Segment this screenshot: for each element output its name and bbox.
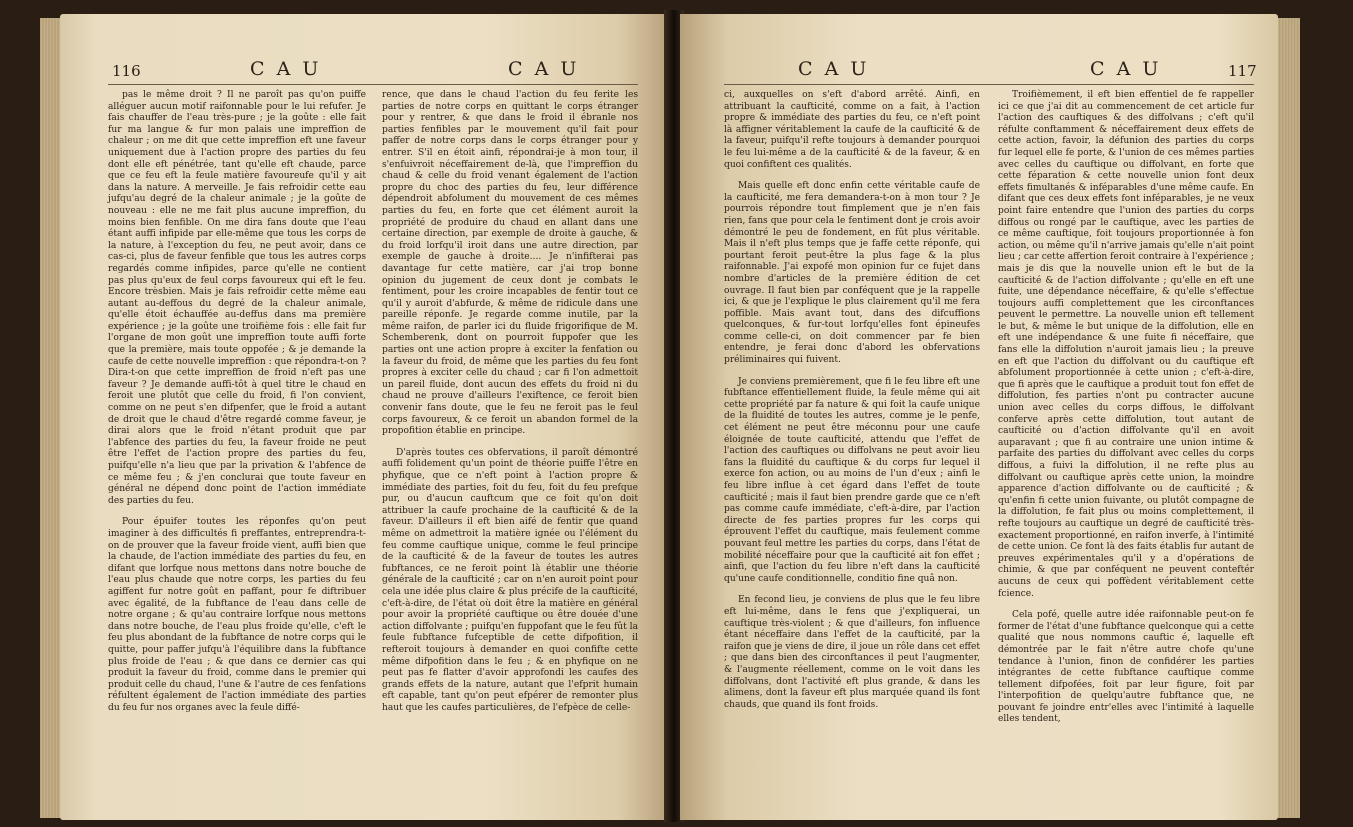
paragraph: En fecond lieu, je conviens de plus que le feu libre eft lui-même, dans le fens que j'expliquerai, un cauftique très-violent ; & que d'ailleurs, fon influence étant néceffaire dans l'effet de la caufticité, par la raifon que je viens de dire, il joue un rôle dans cet effet ; que dans bien des circonftances il peut l'augmenter, & l'augmente réellement, comme on le voit dans les diffolvans, dont l'activité eft plus grande, & dans les alimens, dont la faveur eft plus marquée quand ils font chauds, que quand ils font froids.: [724, 595, 980, 710]
left-page: [60, 14, 667, 820]
left-header-left: C A U: [250, 58, 322, 80]
paragraph: ci, auxquelles on s'eft d'abord arrêté. Ainfi, en attribuant la caufticité, comme on a fait, à l'action propre & immédiate des parties du feu, ce n'eft point là affigner véritablement la caufe de la caufticité & de la faveur, puifqu'il refte toujours à demander pourquoi le feu lui-même a de la caufticité & de la faveur, & en quoi confiftent ces qualités.: [724, 90, 980, 170]
right-header-right: C A U: [1090, 58, 1162, 80]
paragraph: Pour épuifer toutes les réponfes qu'on peut imaginer à des difficultés fi preffantes, entreprendra-t-on de prouver que la faveur froide vient, auffi bien que la chaude, de l'action immédiate des parties du feu, en difant que lorfque nous mettons dans notre bouche de l'eau plus chaude que notre corps, les parties du feu agiffent fur notre goût en paffant, pour fe diftribuer avec égalité, de la fubftance de l'eau dans celle de notre organe ; & qu'au contraire lorfque nous mettons dans notre bouche, de l'eau plus froide qu'elle, c'eft le feu plus abondant de la fubftance de notre corps qui le quitte, pour paffer jufqu'à l'équilibre dans la fubftance plus froide de l'eau ; & que dans ce dernier cas qui produit la faveur du froid, comme dans le premier qui produit celle du chaud, l'une & l'autre de ces fenfations réfultent également de l'action immédiate des parties du feu fur nos organes avec la feule diffé-: [108, 517, 366, 713]
paragraph: Je conviens premièrement, que fi le feu libre eft une fubftance effentiellement fluide, la feule même qui ait cette propriété par fa nature & qui foit la caufe unique de la fluidité de toutes les autres, comme je le penfe, cet élément ne peut être méconnu pour une caufe éloignée de toute caufticité, attendu que l'effet de l'action des cauftiques ou diffolvans ne peut avoir lieu fans la fluidité du cauftique & du corps fur lequel il exerce fon action, ou au moins de l'un d'eux ; ainfi le feu libre influe à cet égard dans l'effet de toute caufticité ; mais il faut bien prendre garde que ce n'eft pas comme caufe immédiate, c'eft-à-dire, par l'action directe de fes parties propres fur les corps qui éprouvent l'effet du cauftique, mais feulement comme pouvant feul mettre les parties du corps, dans l'état de mobilité néceffaire pour que la caufticité ait fon effet ; ainfi, que l'action du feu libre n'eft dans la caufticité qu'une caufe conditionnelle, conditio fine quâ non.: [724, 376, 980, 584]
paragraph: pas le même droit ? Il ne paroît pas qu'on puiffe alléguer aucun motif raifonnable pour le lui refufer. Je fais chauffer de l'eau très-pure ; je la goûte : elle fait fur ma langue & fur mon palais une impreffion de chaleur ; on me dit que cette impreffion eft une faveur uniquement due à l'action propre des parties du feu dont elle eft pénétrée, tant qu'elle eft chaude, parce que ce feu eft la feule matière favoureufe qu'il y ait dans la nature. A merveille. Je fais refroidir cette eau jufqu'au degré de la chaleur animale ; je la goûte de nouveau : elle ne me fait plus aucune impreffion, du moins bien fenfible. On me dira fans doute que l'eau étant auffi infipide par elle-même que tous les corps de la nature, à l'exception du feu, ne peut avoir, dans ce cas-ci, plus de faveur fenfible que tous les autres corps regardés comme infipides, parce qu'elle ne contient pas plus qu'eux de feul corps favoureux qui eft le feu. Encore trèsbien. Mais je fais refroidir cette même eau autant au-deffous du degré de la chaleur animale, qu'elle étoit échauffée au-deffus dans ma première expérience ; je la goûte une troifième fois : elle fait fur l'organe de mon goût une impreffion toute auffi forte que la première, mais toute oppofée ; & je demande la caufe de cette nouvelle impreffion : que répondra-t-on ? Dira-t-on que cette impreffion de froid n'eft pas une faveur ? Je demande auffi-tôt à quel titre le chaud en feroit une plutôt que celle du froid, fi l'on convient, comme on ne peut s'en difpenfer, que le froid a autant de droit que le chaud d'être regardé comme faveur, je dirai alors que le froid n'étant produit que par l'abfence des parties du feu, la faveur froide ne peut être l'effet de l'action propre des parties du feu, puifqu'elle n'a lieu que par la privation & l'abfence de ce même feu ; & j'en conclurai que toute faveur en général ne dépend donc point de l'action immédiate des parties du feu.: [108, 90, 366, 506]
right-header-rule: [724, 84, 1254, 85]
paragraph: D'après toutes ces obfervations, il paroît démontré auffi folidement qu'un point de théorie puiffe l'être en phyfique, que ce n'eft point à l'action propre & immédiate des parties, foit du feu, foit du feu prefque pur, ou d'aucun cauftcum que ce foit qu'on doit attribuer la caufe prochaine de la caufticité & de la faveur. D'ailleurs il eft bien aifé de fentir que quand même on admettroit la matière ignée ou l'élément du feu comme cauftique unique, comme le feul principe de la caufticité & de la faveur de toutes les autres fubftances, ce ne feroit point là établir une théorie générale de la caufticité ; car on n'en auroit point pour cela une idée plus claire & plus précife de la caufticité, c'eft-à-dire, de l'état où doit être la matière en général pour avoir la propriété cauftique ou être douée d'une action diffolvante ; puifqu'en fuppofant que le feu fût la feule fubftance fufceptible de cette difpofition, il refteroit toujours à demander en quoi confifte cette même difpofition dans le feu ; & en phyfique on ne peut pas fe flatter d'avoir approfondi les caufes des grands effets de la nature, autant que l'efprit humain eft capable, tant qu'on peut efpérer de remonter plus haut que les caufes particulières, de l'efpèce de celle-: [382, 447, 638, 713]
page-edges-left: [40, 18, 60, 818]
right-column-2: [998, 90, 1254, 726]
right-page-number: 117: [1228, 62, 1257, 80]
left-column-1: [108, 90, 366, 714]
paragraph: Cela pofé, quelle autre idée raifonnable peut-on fe former de l'état d'une fubftance quelconque qui a cette qualité que nous nommons cauftic é, laquelle eft démontrée par le fait n'être autre chofe qu'une tendance à l'union, finon de confidérer les parties intégrantes de cette fubftance cauftique comme tellement difpofées, foit par leur figure, foit par l'interpofition de quelqu'autre fubftance que, ne pouvant fe joindre entr'elles avec l'intimité à laquelle elles tendent,: [998, 610, 1254, 725]
paragraph: Troifièmement, il eft bien effentiel de fe rappeller ici ce que j'ai dit au commencement de cet article fur l'action des cauftiques & des diffolvans ; c'eft qu'il réfulte conftamment & néceffairement deux effets de cette action, favoir, la défunion des parties du corps fur lequel elle fe porte, & l'union de ces mêmes parties avec celles du cauftique ou diffolvant, en forte que cette féparation & cette nouvelle union font deux effets fimultanés & inféparables d'une même caufe. En difant que ces deux effets font inféparables, je ne veux point faire entendre que l'union des parties du corps diffous ou rongé par le cauftique, avec les parties de ce même cauftique, foit toujours proportionnée à fon action, ou même qu'il n'arrive jamais qu'elle n'ait point lieu ; car cette affertion feroit contraire à l'expérience ; mais je dis que la nouvelle union eft le but de la caufticité & de l'action diffolvante ; qu'elle en eft une fuite, une dépendance néceffaire, & qu'elle s'effectue toujours auffi complettement que les circonftances peuvent le permettre. La nouvelle union eft tellement le but, & même le but unique de la diffolution, elle en eft une indépendance & une fuite fi néceffaire, que fans elle la diffolution n'auroit jamais lieu ; la preuve en eft que l'action du diffolvant ou du cauftique eft abfolument proportionnée à cette union ; c'eft-à-dire, que fi après que le cauftique a produit tout fon effet de diffolution, fes parties n'ont pu contracter aucune union avec celles du corps diffous, le diffolvant conferve après cette diffolution, tout autant de caufticité ou d'action diffolvante qu'il en avoit auparavant ; que fi au contraire une union intime & parfaite des parties du diffolvant avec celles du corps diffous, a fuivi la diffolution, il ne refte plus au diffolvant ou cauftique après cette union, la moindre apparence d'action diffolvante ou de caufticité ; & qu'enfin fi cette union fuivante, ou plutôt compagne de la diffolution, fe fait plus ou moins complettement, il refte toujours au cauftique un degré de caufticité très-exactement proportionné, en raifon inverfe, à l'intimité de cette union. Ce font là des faits établis fur autant de preuves expérimentales qu'il y a d'opérations de chimie, & que par conféquent ne peuvent conteftér aucuns de ceux qui poffèdent véritablement cette fcience.: [998, 90, 1254, 599]
left-page-number: 116: [112, 62, 141, 80]
left-header-right: C A U: [508, 58, 580, 80]
page-edges-right: [1278, 18, 1300, 818]
paragraph: Mais quelle eft donc enfin cette véritable caufe de la caufticité, me fera demandera-t-on à mon tour ? Je pourrois répondre tout fimplement que je n'en fais rien, fans que pour cela le fentiment dont je crois avoir démontré le peu de fondement, en fût plus véritable. Mais il n'eft plus temps que je faffe cette réponfe, qui pourtant feroit peut-être la plus fage & la plus raifonnable. J'ai expofé mon opinion fur ce fujet dans nombre d'articles de la première édition de cet ouvrage. Il faut bien par conféquent que je la rappelle ici, & que je l'explique le plus clairement qu'il me fera poffible. Mais avant tout, dans des difcuffions quelconques, & fur-tout lorfqu'elles font épineufes comme celle-ci, on doit commencer par fe bien entendre, je ferai donc d'abord les obfervations préliminaires qui fuivent.: [724, 181, 980, 366]
left-header-rule: [108, 84, 638, 85]
right-header-left: C A U: [798, 58, 870, 80]
right-page: [680, 14, 1278, 820]
paragraph: rence, que dans le chaud l'action du feu ferite les parties de notre corps en quittant le corps étranger pour y rentrer, & que dans le froid il ébranle nos parties fenfibles par le mouvement qu'il fait pour paffer de notre corps dans le corps étranger pour y entrer. S'il en étoit ainfi, répondrai-je à mon tour, il s'enfuivroit néceffairement de-là, que l'impreffion du chaud & celle du froid venant également de l'action propre du choc des parties du feu, leur différence dépendroit abfolument du mouvement de ces mêmes parties du feu, en forte que cet élément auroit la propriété de produire du chaud en allant dans une certaine direction, par exemple de droite à gauche, & du froid lorfqu'il iroit dans une autre direction, par exemple de gauche à droite.... Je n'infifterai pas davantage fur cette matière, car j'ai trop bonne opinion du jugement de ceux dont je combats le fentiment, pour les croire incapables de fentir tout ce qu'il y auroit d'abfurde, & même de ridicule dans une pareille réponfe. Je regarde comme inutile, par la même raifon, de parler ici du fluide frigorifique de M. Schemberenk, dont on pourroit fuppofer que les parties ont une action propre à exciter la fenfation ou la faveur du froid, de même que les parties du feu font propres à exciter celle du chaud ; car fi l'on admettoit un pareil fluide, dont aucun des effets du froid ni du chaud ne prouve d'ailleurs l'exiftence, ce feroit bien convenir fans doute, que le feu ne feroit pas le feul corps favoureux, & ce feroit un abandon formel de la propofition établie en principe.: [382, 90, 638, 437]
right-column-1: [724, 90, 980, 711]
left-column-2: [382, 90, 638, 714]
